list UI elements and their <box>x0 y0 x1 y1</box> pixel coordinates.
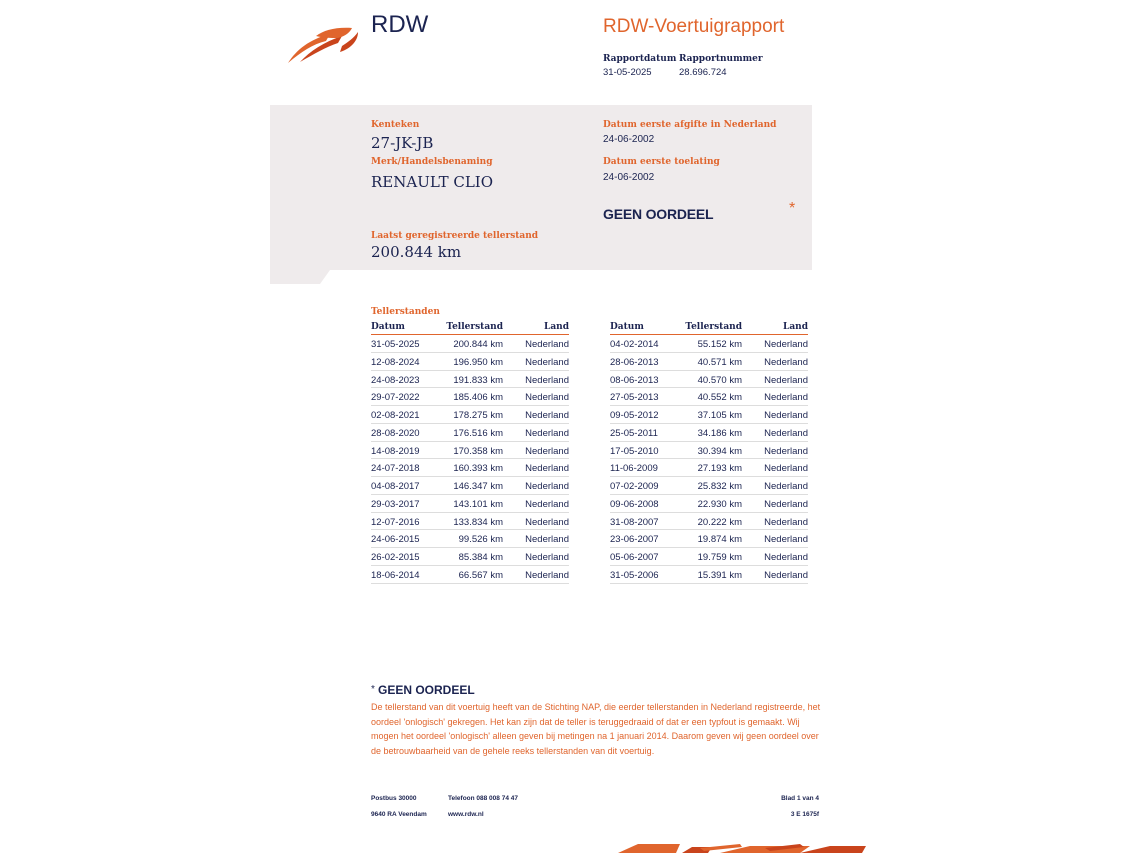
cell-country: Nederland <box>525 445 569 457</box>
cell-country: Nederland <box>764 516 808 528</box>
cell-country: Nederland <box>525 356 569 368</box>
cell-odometer: 66.567 km <box>458 569 503 581</box>
table-header <box>610 322 808 335</box>
rdw-logo-icon <box>286 24 360 66</box>
table-row <box>371 513 569 531</box>
cell-odometer: 99.526 km <box>458 534 503 546</box>
cell-date: 12-08-2024 <box>371 356 420 368</box>
table-row <box>371 335 569 353</box>
cell-odometer: 176.516 km <box>453 427 503 439</box>
cell-odometer: 40.571 km <box>697 356 742 368</box>
table-row <box>610 406 808 424</box>
cell-odometer: 37.105 km <box>697 410 742 422</box>
table-row <box>610 442 808 460</box>
cell-odometer: 133.834 km <box>453 516 503 528</box>
odometer-label: Laatst geregistreerde tellerstand <box>371 231 539 241</box>
table-row <box>610 513 808 531</box>
make-value: RENAULT CLIO <box>371 173 494 191</box>
table-row <box>610 459 808 477</box>
first-admission-label: Datum eerste toelating <box>603 157 720 167</box>
column-header-country: Land <box>544 322 569 332</box>
column-header-odometer: Tellerstand <box>685 322 742 332</box>
cell-odometer: 22.930 km <box>697 498 742 510</box>
cell-date: 24-07-2018 <box>371 463 420 475</box>
cell-date: 24-08-2023 <box>371 374 420 386</box>
table-row <box>610 353 808 371</box>
cell-date: 26-02-2015 <box>371 552 420 564</box>
readings-rows <box>371 335 569 584</box>
cell-country: Nederland <box>525 569 569 581</box>
cell-country: Nederland <box>525 552 569 564</box>
cell-date: 02-08-2021 <box>371 410 420 422</box>
report-date-label: Rapportdatum <box>603 54 677 64</box>
table-row <box>610 495 808 513</box>
cell-date: 25-05-2011 <box>610 427 658 439</box>
cell-date: 05-06-2007 <box>610 552 659 564</box>
footer-phone: Telefoon 088 008 74 47 <box>448 795 518 802</box>
table-row <box>371 388 569 406</box>
cell-date: 08-06-2013 <box>610 374 659 386</box>
cell-country: Nederland <box>764 498 808 510</box>
table-row <box>610 388 808 406</box>
cell-country: Nederland <box>525 410 569 422</box>
cell-odometer: 27.193 km <box>697 463 742 475</box>
cell-country: Nederland <box>525 498 569 510</box>
table-row <box>371 530 569 548</box>
cell-country: Nederland <box>764 534 808 546</box>
cell-odometer: 200.844 km <box>453 339 503 350</box>
cell-odometer: 34.186 km <box>697 427 742 439</box>
table-row <box>610 477 808 495</box>
cell-country: Nederland <box>764 481 808 493</box>
report-title: RDW-Voertuigrapport <box>603 16 785 37</box>
cell-country: Nederland <box>525 481 569 493</box>
cell-date: 04-08-2017 <box>371 481 420 493</box>
table-header <box>371 322 569 335</box>
footer-website: www.rdw.nl <box>448 811 484 818</box>
cell-date: 14-08-2019 <box>371 445 420 457</box>
cell-country: Nederland <box>525 516 569 528</box>
note-title: GEEN OORDEEL <box>378 683 475 697</box>
verdict-asterisk: * <box>789 200 796 217</box>
cell-country: Nederland <box>525 339 569 350</box>
odometer-value: 200.844 km <box>371 243 462 261</box>
first-issue-value: 24-06-2002 <box>603 134 655 145</box>
cell-odometer: 40.552 km <box>697 392 742 404</box>
cell-date: 04-02-2014 <box>610 339 659 350</box>
cell-date: 09-06-2008 <box>610 498 659 510</box>
cell-odometer: 178.275 km <box>453 410 503 422</box>
footer-stripes-icon <box>600 838 880 853</box>
table-row <box>371 548 569 566</box>
plate-number: 27-JK-JB <box>371 134 434 152</box>
cell-odometer: 15.391 km <box>697 569 742 581</box>
cell-date: 12-07-2016 <box>371 516 420 528</box>
table-row <box>371 442 569 460</box>
cell-country: Nederland <box>764 374 808 386</box>
cell-country: Nederland <box>764 569 808 581</box>
cell-odometer: 19.759 km <box>697 552 742 564</box>
cell-date: 31-05-2006 <box>610 569 659 581</box>
cell-country: Nederland <box>764 552 808 564</box>
footer-city: 9640 RA Veendam <box>371 811 427 818</box>
table-row <box>610 530 808 548</box>
verdict: GEEN OORDEEL <box>603 206 714 222</box>
cell-odometer: 30.394 km <box>697 445 742 457</box>
cell-date: 31-08-2007 <box>610 516 659 528</box>
cell-date: 27-05-2013 <box>610 392 659 404</box>
readings-table-left <box>371 322 569 584</box>
cell-country: Nederland <box>764 445 808 457</box>
cell-date: 29-07-2022 <box>371 392 420 404</box>
footer-page-number: Blad 1 van 4 <box>781 795 819 802</box>
table-row <box>371 566 569 584</box>
cell-date: 29-03-2017 <box>371 498 420 510</box>
cell-odometer: 40.570 km <box>697 374 742 386</box>
report-number-label: Rapportnummer <box>679 54 763 64</box>
readings-title: Tellerstanden <box>371 307 440 317</box>
note-asterisk: * <box>371 684 375 695</box>
cell-date: 23-06-2007 <box>610 534 659 546</box>
table-row <box>371 353 569 371</box>
cell-date: 28-06-2013 <box>610 356 659 368</box>
cell-country: Nederland <box>764 463 808 475</box>
first-admission-value: 24-06-2002 <box>603 172 655 183</box>
cell-odometer: 25.832 km <box>697 481 742 493</box>
footer-code: 3 E 1675f <box>790 811 819 818</box>
cell-odometer: 160.393 km <box>453 463 503 475</box>
brand-name: RDW <box>371 11 429 38</box>
table-row <box>610 424 808 442</box>
cell-country: Nederland <box>525 463 569 475</box>
cell-odometer: 143.101 km <box>453 498 503 510</box>
note-text: De tellerstand van dit voertuig heeft van de Stichting NAP, die eerder tellerstanden in Nederland registreerde, het oordeel 'onlogisch' gekregen. Het kan zijn dat de teller is teruggedraaid of dat er een typfout is gemaakt. Wij mogen het oordeel 'onlogisch' alleen geven bij metingen na 1 januari 2014. Daarom geven wij geen oordeel over de betrouwbaarheid van de gehele reeks tellerstanden van dit voertuig. <box>371 702 821 757</box>
table-row <box>371 424 569 442</box>
cell-date: 07-02-2009 <box>610 481 659 493</box>
table-row <box>610 371 808 389</box>
cell-odometer: 191.833 km <box>453 374 503 386</box>
table-row <box>610 566 808 584</box>
table-row <box>371 459 569 477</box>
table-row <box>610 335 808 353</box>
cell-odometer: 55.152 km <box>697 339 742 350</box>
cell-odometer: 20.222 km <box>697 516 742 528</box>
readings-rows <box>610 335 808 584</box>
cell-country: Nederland <box>764 410 808 422</box>
column-header-date: Datum <box>371 322 405 332</box>
table-row <box>610 548 808 566</box>
table-row <box>371 371 569 389</box>
report-date: 31-05-2025 <box>603 67 652 78</box>
column-header-date: Datum <box>610 322 644 332</box>
table-row <box>371 495 569 513</box>
cell-date: 09-05-2012 <box>610 410 659 422</box>
cell-country: Nederland <box>764 392 808 404</box>
cell-country: Nederland <box>764 427 808 439</box>
readings-table-right <box>610 322 808 584</box>
cell-odometer: 196.950 km <box>453 356 503 368</box>
column-header-country: Land <box>783 322 808 332</box>
table-row <box>371 406 569 424</box>
table-row <box>371 477 569 495</box>
footer-postbus: Postbus 30000 <box>371 795 417 802</box>
cell-country: Nederland <box>764 356 808 368</box>
cell-odometer: 19.874 km <box>697 534 742 546</box>
make-label: Merk/Handelsbenaming <box>371 157 493 167</box>
cell-date: 18-06-2014 <box>371 569 420 581</box>
cell-odometer: 185.406 km <box>453 392 503 404</box>
cell-country: Nederland <box>525 427 569 439</box>
column-header-odometer: Tellerstand <box>446 322 503 332</box>
cell-country: Nederland <box>525 534 569 546</box>
cell-date: 17-05-2010 <box>610 445 659 457</box>
cell-date: 31-05-2025 <box>371 339 420 350</box>
cell-country: Nederland <box>525 374 569 386</box>
summary-band <box>270 105 812 284</box>
cell-country: Nederland <box>764 339 808 350</box>
cell-date: 24-06-2015 <box>371 534 420 546</box>
report-number: 28.696.724 <box>679 67 727 78</box>
cell-odometer: 146.347 km <box>453 481 503 493</box>
cell-date: 28-08-2020 <box>371 427 420 439</box>
cell-date: 11-06-2009 <box>610 463 658 475</box>
cell-country: Nederland <box>525 392 569 404</box>
cell-odometer: 170.358 km <box>453 445 503 457</box>
cell-odometer: 85.384 km <box>458 552 503 564</box>
plate-label: Kenteken <box>371 120 420 130</box>
first-issue-label: Datum eerste afgifte in Nederland <box>603 120 777 130</box>
